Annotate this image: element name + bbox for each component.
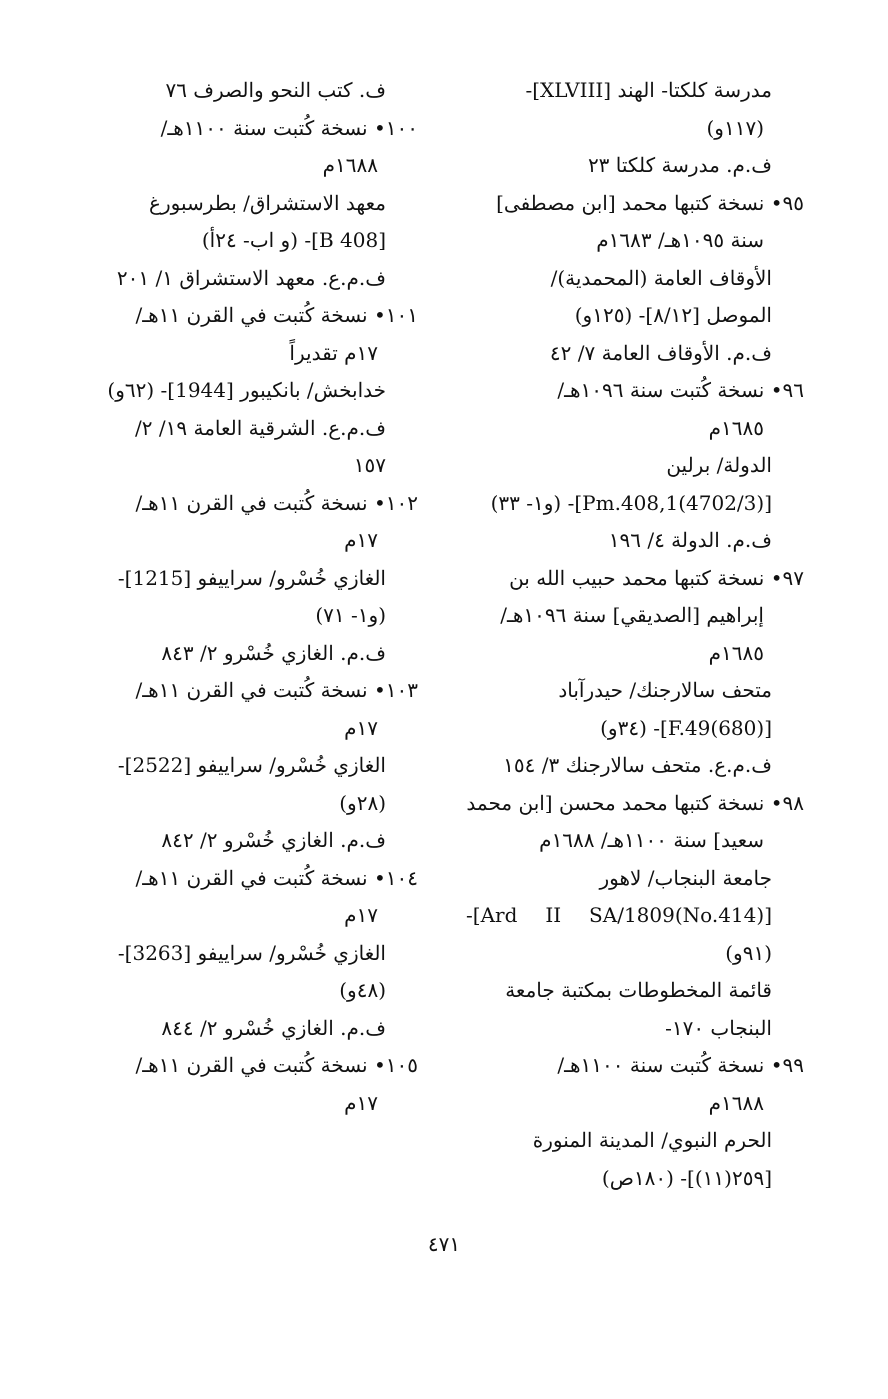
text-line: ف.م.ع. الشرقية العامة ١٩/ ٢/ <box>135 415 386 440</box>
text-line: ١٦٨٨م <box>322 153 378 177</box>
text-line: سنة ١٠٩٥هـ/ ١٦٨٣م <box>596 228 764 252</box>
text-line: (و١- ٧١) <box>315 603 386 627</box>
text-line: ف.م.ع. معهد الاستشراق ١/ ٢٠١ <box>116 265 386 290</box>
text-line: الحرم النبوي/ المدينة المنورة <box>532 1128 772 1152</box>
text-line: الغازي خُسْرو/ سراييفو [3263]- <box>117 940 386 965</box>
text-line: جامعة البنجاب/ لاهور <box>599 865 772 890</box>
text-line: (١١٧و) <box>706 115 764 140</box>
text-line: [(No.414)Ard II SA/1809]- (٩١و) <box>466 903 772 965</box>
text-line: ١٧م <box>344 1090 378 1115</box>
page-number: ٤٧١ <box>427 1232 461 1256</box>
text-line: الأوقاف العامة (المحمدية)/ <box>550 265 772 290</box>
text-line: ف. كتب النحو والصرف ٧٦ <box>165 78 386 102</box>
text-line: ١٠٢• نسخة كُتبت في القرن ١١هـ/ <box>135 490 418 515</box>
left-column <box>88 72 418 1122</box>
text-line: ١٠٠• نسخة كُتبت سنة ١١٠٠هـ/ <box>160 115 418 140</box>
text-line: مدرسة كلكتا- الهند [XLVIII]- <box>525 78 772 102</box>
text-line: إبراهيم [الصديقي] سنة ١٠٩٦هـ/ <box>500 603 764 627</box>
text-line: ف.م. الغازي خُسْرو ٢/ ٨٤٣ <box>161 640 386 665</box>
text-line: قائمة المخطوطات بمكتبة جامعة <box>505 978 772 1002</box>
text-line: ١٠١• نسخة كُتبت في القرن ١١هـ/ <box>135 303 418 327</box>
text-line: ١٥٧ <box>353 453 386 477</box>
text-line: ف.م. مدرسة كلكتا ٢٣ <box>587 153 772 177</box>
text-line: [(4702/3)Pm.408,1]- (و١- ٣٣) <box>490 490 772 515</box>
text-line: ١٦٨٥م <box>708 415 764 440</box>
text-line: [(680)F.49]- (٣٤و) <box>600 715 772 740</box>
text-line: ١٧م <box>344 715 378 740</box>
text-line: ف.م. الدولة ٤/ ١٩٦ <box>608 528 772 552</box>
text-line: ف.م. الأوقاف العامة ٧/ ٤٢ <box>549 340 772 365</box>
text-line: خدابخش/ بانكيبور [1944]- (٦٢و) <box>107 378 386 402</box>
text-line: ٩٨• نسخة كتبها محمد محسن [ابن محمد <box>466 790 804 815</box>
text-line: الغازي خُسْرو/ سراييفو [1215]- <box>117 565 386 590</box>
text-line: ف.م. الغازي خُسْرو ٢/ ٨٤٤ <box>161 1015 386 1040</box>
text-line: ١٠٥• نسخة كُتبت في القرن ١١هـ/ <box>135 1053 418 1077</box>
text-line: ١٦٨٨م <box>708 1090 764 1115</box>
text-line: البنجاب ١٧٠- <box>665 1015 772 1040</box>
text-line: ١٦٨٥م <box>708 640 764 665</box>
text-line: [٢٥٩(١١)]- (١٨٠ص) <box>601 1165 772 1190</box>
text-line: ف.م.ع. متحف سالارجنك ٣/ ١٥٤ <box>503 753 772 777</box>
text-line: (٤٨و) <box>339 978 386 1002</box>
text-line: ١٠٣• نسخة كُتبت في القرن ١١هـ/ <box>135 678 418 702</box>
text-line: ١٧م <box>344 528 378 552</box>
text-line: ف.م. الغازي خُسْرو ٢/ ٨٤٢ <box>161 828 386 852</box>
text-line: ١٧م تقديراً <box>289 340 378 365</box>
text-line: [B 408]- (و اب- ٢٤أ) <box>201 228 386 252</box>
text-line: ١٠٤• نسخة كُتبت في القرن ١١هـ/ <box>135 865 418 890</box>
text-line: الدولة/ برلين <box>666 453 772 477</box>
text-line: ٩٧• نسخة كتبها محمد حبيب الله بن <box>509 565 804 590</box>
text-line: معهد الاستشراق/ بطرسبورغ <box>149 190 386 215</box>
text-line: الغازي خُسْرو/ سراييفو [2522]- <box>117 753 386 777</box>
text-line: ٩٥• نسخة كتبها محمد [ابن مصطفى] <box>496 190 804 215</box>
text-line: متحف سالارجنك/ حيدرآباد <box>558 678 772 702</box>
right-column <box>466 72 804 1197</box>
text-line: ١٧م <box>344 903 378 927</box>
text-line: ٩٦• نسخة كُتبت سنة ١٠٩٦هـ/ <box>557 378 804 402</box>
text-line: سعيد] سنة ١١٠٠هـ/ ١٦٨٨م <box>539 828 764 852</box>
text-line: ٩٩• نسخة كُتبت سنة ١١٠٠هـ/ <box>557 1053 804 1077</box>
text-line: الموصل [٨/١٢]- (١٢٥و) <box>574 303 772 327</box>
text-line: (٢٨و) <box>339 790 386 815</box>
